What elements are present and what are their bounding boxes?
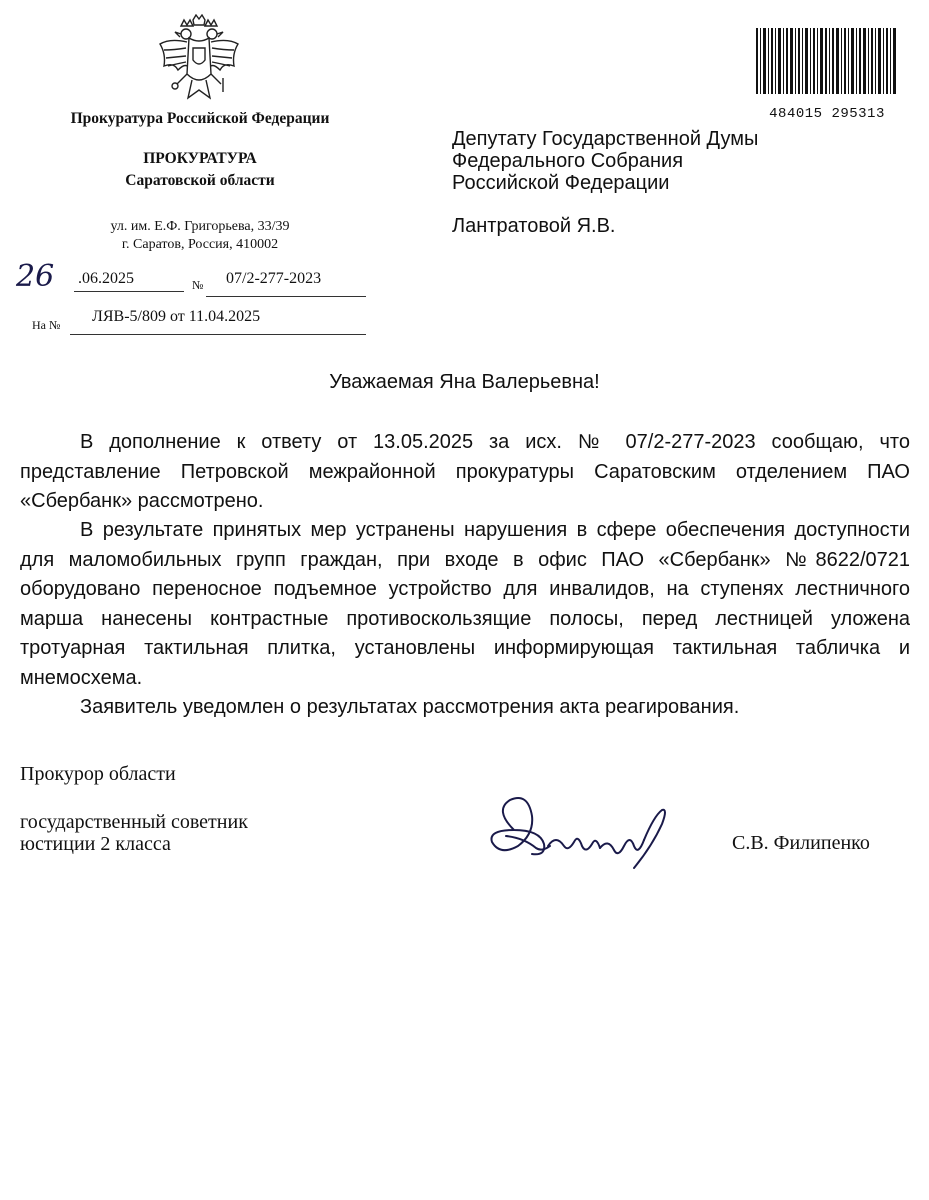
addressee-name: Лантратовой Я.В. [452, 215, 616, 237]
reference-value: ЛЯВ-5/809 от 11.04.2025 [92, 308, 261, 325]
address-line-1: ул. им. Е.Ф. Григорьева, 33/39 [110, 219, 290, 234]
addressee-line-1: Депутату Государственной Думы [452, 128, 759, 150]
barcode-digits: 484015 295313 [769, 106, 885, 122]
number-underline [206, 296, 366, 297]
dept-region: Саратовской области [125, 172, 275, 189]
reference-underline [70, 334, 366, 335]
letter-date: .06.2025 [78, 270, 134, 287]
signatory-rank-line-1: государственный советник [20, 811, 248, 833]
addressee-line-2: Федерального Собрания [452, 150, 684, 172]
signatory-name: С.В. Филипенко [732, 832, 870, 854]
reference-label: На № [32, 318, 61, 332]
signatory-rank-line-2: юстиции 2 класса [20, 833, 171, 855]
paragraph: В результате принятых мер устранены нарушения в сфере обеспечения доступности для маломобильных групп граждан, при входе в офис ПАО «Сбербанк» №8622/0721 оборудовано переносное подъемное устройство для инвалидов, на ступенях лестничного марша нанесены контрастные противоскользящие полосы, перед лестницей уложена тротуарная тактильная плитка, установлены информирующая тактильная табличка и мнемосхема. [20, 519, 910, 689]
handwritten-signature-icon [484, 790, 674, 880]
handwritten-date-day [12, 256, 76, 296]
org-name: Прокуратура Российской Федерации [70, 110, 330, 127]
date-underline [74, 291, 184, 292]
barcode [756, 28, 896, 94]
signatory-position: Прокурор области [20, 763, 176, 785]
handwritten-date-text: 26 [16, 259, 55, 294]
number-label: № [192, 278, 204, 292]
paragraph: Заявитель уведомлен о результатах рассмотрения акта реагирования. [80, 696, 740, 718]
registration-number: 07/2-277-2023 [226, 270, 322, 287]
greeting: Уважаемая Яна Валерьевна! [329, 371, 600, 393]
double-headed-eagle-emblem-icon [156, 14, 242, 106]
paragraph: В дополнение к ответу от 13.05.2025 за исх. № 07/2-277-2023 сообщаю, что представление Петровской межрайонной прокуратуры Саратовским отделением ПАО «Сбербанк» рассмотрено. [20, 431, 910, 512]
addressee-line-3: Российской Федерации [452, 172, 670, 194]
dept-title: ПРОКУРАТУРА [143, 150, 257, 167]
address-line-2: г. Саратов, Россия, 410002 [121, 237, 279, 252]
